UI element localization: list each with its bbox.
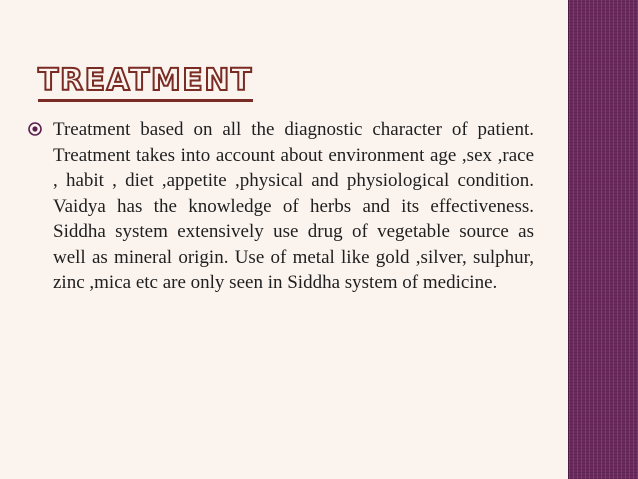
title-container: [38, 64, 253, 102]
bullet-item: [28, 117, 534, 296]
slide-content: [28, 117, 534, 296]
bullet-text: Treatment based on all the diagnostic character of patient. Treatment takes into account about environment age ,sex ,race , habit , diet ,appetite ,physical and physiological condition. Vaidya has the knowledge of herbs and its effectiveness. Siddha system extensively use drug of vegetable source as well as mineral origin. Use of metal like gold ,silver, sulphur, zinc ,mica etc are only seen in Siddha system of medicine.: [53, 119, 534, 293]
slide-title: TREATMENT: [38, 64, 253, 102]
decorative-side-band: [568, 0, 638, 479]
target-bullet-icon: [28, 122, 42, 136]
